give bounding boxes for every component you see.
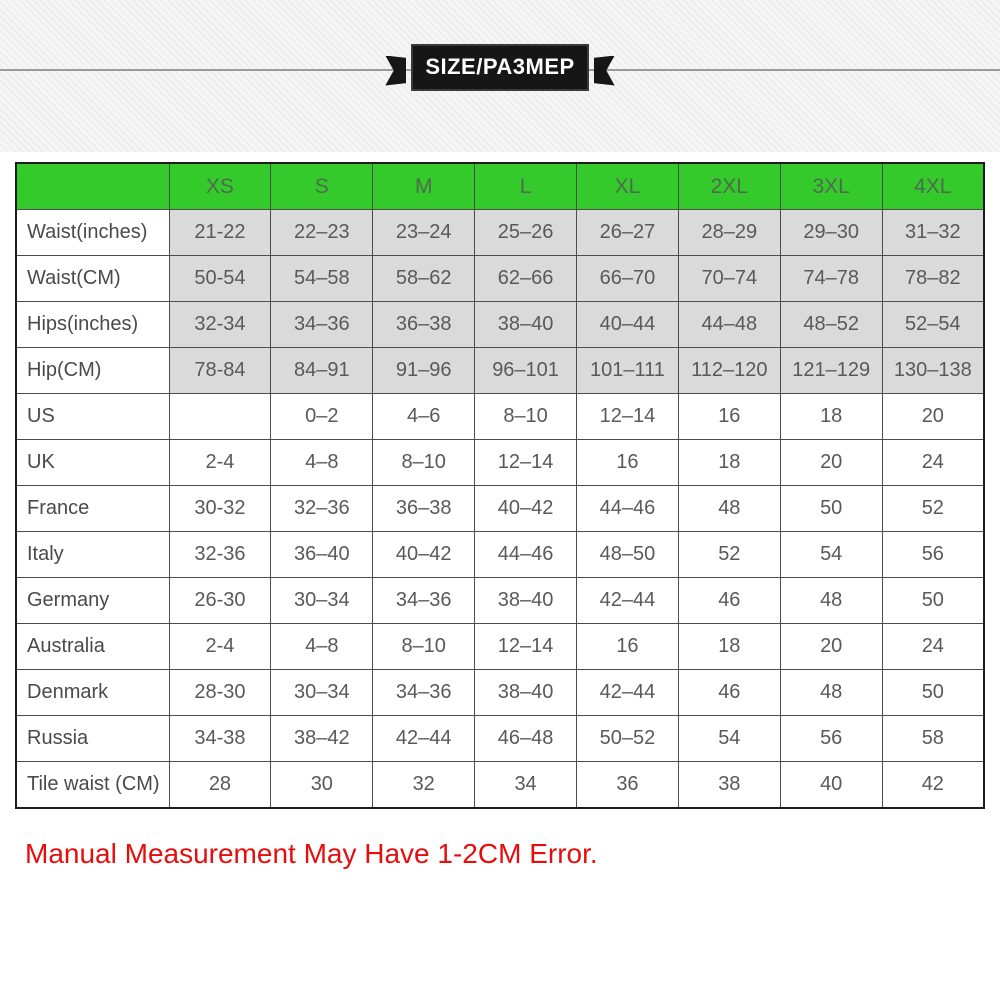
size-value-cell: 44–48: [678, 302, 780, 348]
size-column-header: 4XL: [882, 163, 984, 210]
size-value-cell: 30-32: [169, 486, 271, 532]
size-value-cell: 48: [780, 670, 882, 716]
page-title: SIZE/PA3MEP: [411, 44, 588, 91]
size-value-cell: 48: [780, 578, 882, 624]
size-value-cell: 48–52: [780, 302, 882, 348]
size-value-cell: 30–34: [271, 670, 373, 716]
size-value-cell: 44–46: [577, 486, 679, 532]
size-column-header: L: [475, 163, 577, 210]
size-value-cell: 12–14: [577, 394, 679, 440]
size-value-cell: 24: [882, 440, 984, 486]
size-value-cell: 23–24: [373, 210, 475, 256]
row-label: Waist(inches): [16, 210, 169, 256]
size-value-cell: 21-22: [169, 210, 271, 256]
size-value-cell: 28-30: [169, 670, 271, 716]
size-value-cell: 18: [678, 440, 780, 486]
row-label: Denmark: [16, 670, 169, 716]
measurement-note: Manual Measurement May Have 1-2CM Error.: [25, 838, 598, 869]
table-row: [16, 762, 984, 809]
size-value-cell: 29–30: [780, 210, 882, 256]
size-value-cell: 18: [780, 394, 882, 440]
size-column-header: 3XL: [780, 163, 882, 210]
size-value-cell: 32–36: [271, 486, 373, 532]
size-value-cell: 30: [271, 762, 373, 809]
size-value-cell: 28: [169, 762, 271, 809]
size-value-cell: 50: [780, 486, 882, 532]
size-value-cell: 34-38: [169, 716, 271, 762]
size-column-header: XS: [169, 163, 271, 210]
size-value-cell: 44–46: [475, 532, 577, 578]
table-row: [16, 486, 984, 532]
size-value-cell: 38–42: [271, 716, 373, 762]
size-table-corner-cell: [16, 163, 169, 210]
size-table-header-row: [16, 163, 984, 210]
size-value-cell: 56: [780, 716, 882, 762]
size-value-cell: 2-4: [169, 440, 271, 486]
size-value-cell: 2-4: [169, 624, 271, 670]
row-label: Australia: [16, 624, 169, 670]
size-value-cell: 112–120: [678, 348, 780, 394]
size-value-cell: 8–10: [475, 394, 577, 440]
row-label: Italy: [16, 532, 169, 578]
size-value-cell: 4–8: [271, 440, 373, 486]
row-label: Russia: [16, 716, 169, 762]
size-value-cell: 18: [678, 624, 780, 670]
size-column-header: S: [271, 163, 373, 210]
size-value-cell: 48–50: [577, 532, 679, 578]
table-row: [16, 716, 984, 762]
size-value-cell: 42–44: [577, 670, 679, 716]
size-value-cell: 8–10: [373, 440, 475, 486]
size-value-cell: 36–38: [373, 302, 475, 348]
size-value-cell: 28–29: [678, 210, 780, 256]
row-label: Hips(inches): [16, 302, 169, 348]
row-label: Germany: [16, 578, 169, 624]
size-value-cell: 12–14: [475, 624, 577, 670]
size-value-cell: 38–40: [475, 302, 577, 348]
row-label: Hip(CM): [16, 348, 169, 394]
size-value-cell: 50: [882, 670, 984, 716]
size-value-cell: 26-30: [169, 578, 271, 624]
size-value-cell: 48: [678, 486, 780, 532]
size-value-cell: 56: [882, 532, 984, 578]
size-value-cell: 52–54: [882, 302, 984, 348]
size-value-cell: 4–8: [271, 624, 373, 670]
size-value-cell: 50: [882, 578, 984, 624]
size-value-cell: 34–36: [373, 578, 475, 624]
size-value-cell: 54: [780, 532, 882, 578]
size-value-cell: 36: [577, 762, 679, 809]
size-value-cell: 31–32: [882, 210, 984, 256]
ribbon-left-end-icon: [385, 56, 406, 86]
size-value-cell: 16: [577, 624, 679, 670]
size-value-cell: 34–36: [271, 302, 373, 348]
size-value-cell: 46: [678, 670, 780, 716]
size-value-cell: 25–26: [475, 210, 577, 256]
table-row: [16, 578, 984, 624]
size-value-cell: 16: [577, 440, 679, 486]
size-value-cell: 130–138: [882, 348, 984, 394]
size-value-cell: 50-54: [169, 256, 271, 302]
size-value-cell: 91–96: [373, 348, 475, 394]
size-value-cell: [169, 394, 271, 440]
size-value-cell: 32: [373, 762, 475, 809]
size-value-cell: 40–44: [577, 302, 679, 348]
size-value-cell: 78–82: [882, 256, 984, 302]
size-value-cell: 66–70: [577, 256, 679, 302]
table-row: [16, 302, 984, 348]
size-value-cell: 50–52: [577, 716, 679, 762]
size-value-cell: 20: [780, 624, 882, 670]
size-value-cell: 38–40: [475, 578, 577, 624]
size-value-cell: 42–44: [373, 716, 475, 762]
size-value-cell: 12–14: [475, 440, 577, 486]
size-value-cell: 70–74: [678, 256, 780, 302]
size-value-cell: 42: [882, 762, 984, 809]
size-value-cell: 46–48: [475, 716, 577, 762]
size-value-cell: 84–91: [271, 348, 373, 394]
size-value-cell: 4–6: [373, 394, 475, 440]
size-value-cell: 16: [678, 394, 780, 440]
size-value-cell: 40–42: [475, 486, 577, 532]
table-row: [16, 256, 984, 302]
size-value-cell: 38–40: [475, 670, 577, 716]
size-value-cell: 32-34: [169, 302, 271, 348]
size-value-cell: 54: [678, 716, 780, 762]
size-value-cell: 32-36: [169, 532, 271, 578]
table-row: [16, 394, 984, 440]
size-value-cell: 58–62: [373, 256, 475, 302]
table-row: [16, 210, 984, 256]
size-table: [15, 162, 985, 809]
size-value-cell: 78-84: [169, 348, 271, 394]
size-value-cell: 8–10: [373, 624, 475, 670]
size-column-header: XL: [577, 163, 679, 210]
row-label: France: [16, 486, 169, 532]
table-row: [16, 348, 984, 394]
size-value-cell: 22–23: [271, 210, 373, 256]
size-value-cell: 36–38: [373, 486, 475, 532]
size-value-cell: 62–66: [475, 256, 577, 302]
table-row: [16, 440, 984, 486]
table-row: [16, 532, 984, 578]
row-label: Tile waist (CM): [16, 762, 169, 809]
size-value-cell: 52: [678, 532, 780, 578]
size-value-cell: 20: [780, 440, 882, 486]
size-value-cell: 58: [882, 716, 984, 762]
size-value-cell: 36–40: [271, 532, 373, 578]
size-value-cell: 0–2: [271, 394, 373, 440]
size-value-cell: 20: [882, 394, 984, 440]
size-value-cell: 38: [678, 762, 780, 809]
size-value-cell: 74–78: [780, 256, 882, 302]
size-value-cell: 46: [678, 578, 780, 624]
size-value-cell: 30–34: [271, 578, 373, 624]
size-value-cell: 26–27: [577, 210, 679, 256]
size-value-cell: 54–58: [271, 256, 373, 302]
size-value-cell: 34: [475, 762, 577, 809]
table-row: [16, 670, 984, 716]
table-row: [16, 624, 984, 670]
title-ribbon: [0, 44, 1000, 91]
ribbon-right-end-icon: [594, 56, 615, 86]
row-label: US: [16, 394, 169, 440]
size-value-cell: 121–129: [780, 348, 882, 394]
size-value-cell: 96–101: [475, 348, 577, 394]
size-column-header: 2XL: [678, 163, 780, 210]
row-label: Waist(CM): [16, 256, 169, 302]
size-column-header: M: [373, 163, 475, 210]
size-value-cell: 24: [882, 624, 984, 670]
row-label: UK: [16, 440, 169, 486]
size-value-cell: 101–111: [577, 348, 679, 394]
size-value-cell: 52: [882, 486, 984, 532]
size-value-cell: 34–36: [373, 670, 475, 716]
size-value-cell: 40: [780, 762, 882, 809]
size-value-cell: 42–44: [577, 578, 679, 624]
size-value-cell: 40–42: [373, 532, 475, 578]
